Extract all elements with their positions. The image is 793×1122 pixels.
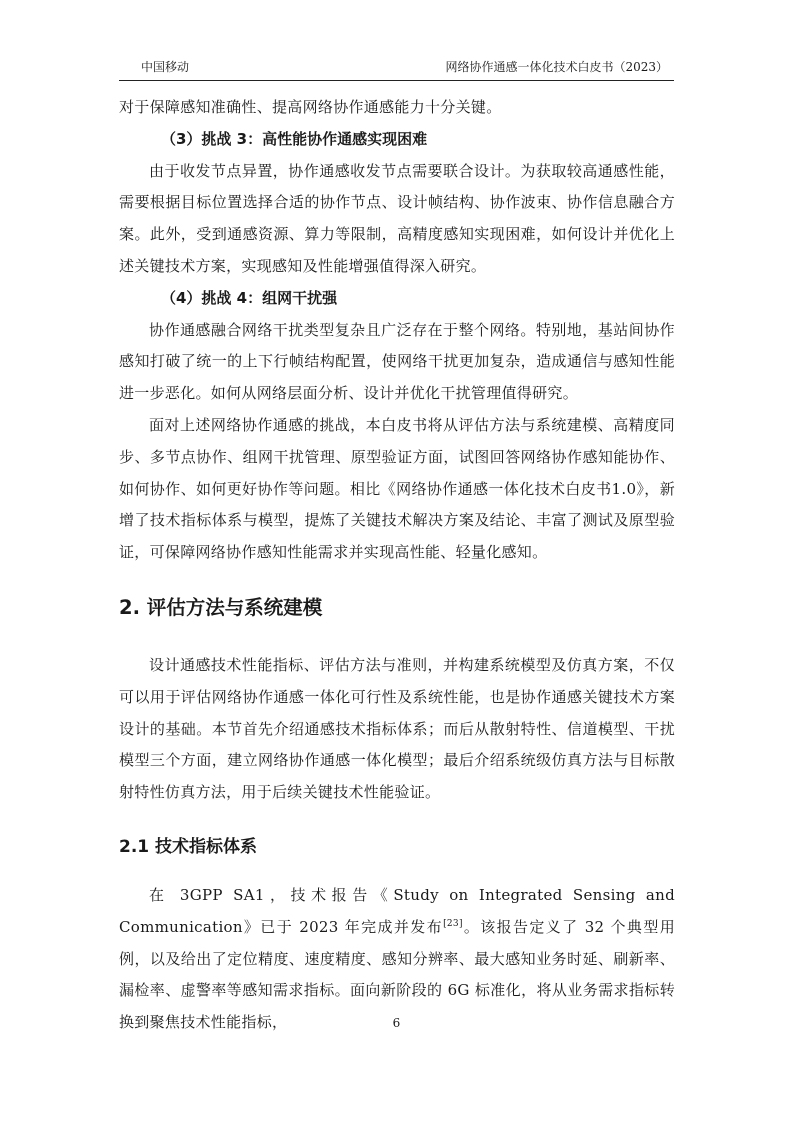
paragraph-text-part1: 在 3GPP SA1，技术报告《Study on Integrated Sensing and Communication》已于 2023 年完成并发布	[119, 886, 675, 936]
continued-paragraph: 对于保障感知准确性、提高网络协作通感能力十分关键。	[119, 98, 502, 116]
page-header	[119, 52, 674, 81]
challenge4-title: （4）挑战 4：组网干扰强	[161, 288, 338, 307]
challenge4-paragraph: 协作通感融合网络干扰类型复杂且广泛存在于整个网络。特别地，基站间协作感知打破了统一的上下行帧结构配置，使网络干扰更加复杂，造成通信与感知性能进一步恶化。如何从网络层面分析、设计并优化干扰管理值得研究。	[119, 320, 675, 403]
header-organization: 中国移动	[141, 60, 190, 74]
citation-reference[interactable]: [23]	[443, 918, 463, 929]
section1-body	[119, 92, 675, 569]
section-heading: 2. 评估方法与系统建模	[119, 596, 323, 619]
section2-intro-paragraph: 设计通感技术性能指标、评估方法与准则，并构建系统模型及仿真方案，不仅可以用于评估网络协作通感一体化可行性及系统性能，也是协作通感关键技术方案设计的基础。本节首先介绍通感技术指标体系；而后从散射特性、信道模型、干扰模型三个方面，建立网络协作通感一体化模型；最后介绍系统级仿真方法与目标散射特性仿真方法，用于后续关键技术性能验证。	[119, 656, 675, 802]
summary-paragraph: 面对上述网络协作通感的挑战，本白皮书将从评估方法与系统建模、高精度同步、多节点协作、组网干扰管理、原型验证方面，试图回答网络协作感知能协作、如何协作、如何更好协作等问题。相比《网络协作通感一体化技术白皮书1.0》，新增了技术指标体系与模型，提炼了关键技术解决方案及结论、丰富了测试及原型验证，可保障网络协作感知性能需求并实现高性能、轻量化感知。	[119, 415, 675, 562]
paragraph-text-part2: 。该报告定义了 32 个典型用例，以及给出了定位精度、速度精度、感知分辨率、最大感知业务时延、刷新率、漏检率、虚警率等感知需求指标。面向新阶段的 6G 标准化，将从业务需求指标转换到聚焦技术性能指标，	[119, 917, 676, 1032]
subsection-heading: 2.1 技术指标体系	[119, 837, 258, 857]
page-number: 6	[392, 1016, 401, 1030]
section2-body	[119, 650, 675, 809]
challenge3-paragraph: 由于收发节点异置，协作通感收发节点需要联合设计。为获取较高通感性能，需要根据目标位置选择合适的协作节点、设计帧结构、协作波束、协作信息融合方案。此外，受到通感资源、算力等限制，高精度感知实现困难，如何设计并优化上述关键技术方案，实现感知及性能增强值得深入研究。	[119, 161, 675, 275]
header-document-title: 网络协作通感一体化技术白皮书（2023）	[445, 60, 668, 74]
challenge3-title: （3）挑战 3：高性能协作通感实现困难	[161, 129, 428, 148]
